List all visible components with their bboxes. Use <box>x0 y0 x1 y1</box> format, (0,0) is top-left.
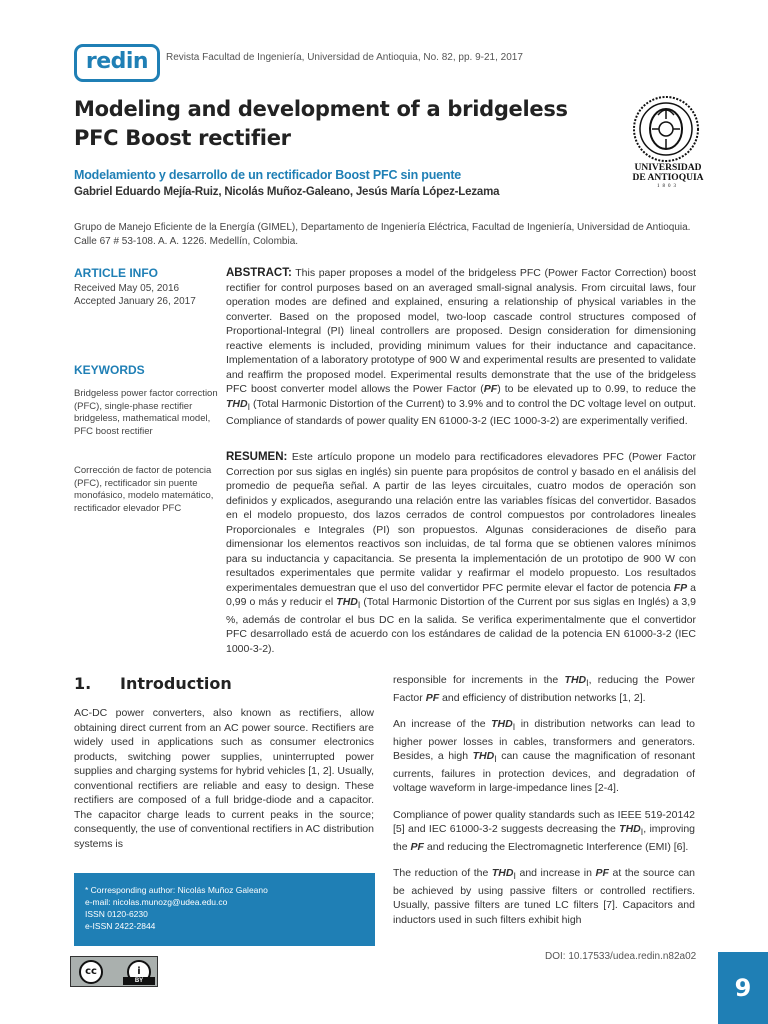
page-number: 9 <box>718 952 768 1024</box>
section-heading: 1. Introduction <box>74 674 232 693</box>
accepted-date: Accepted January 26, 2017 <box>74 295 196 307</box>
abstract: ABSTRACT: This paper proposes a model of the bridgeless PFC (Power Factor Correction) boost rectifier for control purposes based on an averaged small-signal analysis. From circuital laws, four operation modes are defined and explained, ensuring a relationship of physical variables in the converter. Based on the proposed model, two-loop cascade control structures composed of Proportional-Integral (PI) lineal controllers are proposed. Design consideration for dimensioning reactive elements is included, providing minimum values for their inductance and capacitance. Implementation of a laboratory prototype of 900 W and experimental results are presented to validate and reaffirm the proposed model. Experimental results demonstrate that the use of the bridgeless PFC boost converter model allows the Power Factor (PF) to be elevated up to 0.99, to reduce the $THD_I$ (Total Harmonic Distortion of the Current) to 3.9% and to control the DC voltage level on output. Compliance of standards of power quality EN 61000-3-2 (IEC 1000-3-2) are experimentally verified. <box>226 267 696 428</box>
attribution-icon: i <box>127 960 151 984</box>
intro-column-2 <box>393 673 695 939</box>
keywords-spanish: Corrección de factor de potencia (PFC), rectificador sin puente monofásico, modelo matemático, rectificador elevador PFC <box>74 465 214 514</box>
keywords-heading: KEYWORDS <box>74 363 145 377</box>
authors: Gabriel Eduardo Mejía-Ruiz, Nicolás Muñoz-Galeano, Jesús María López-Lezama <box>74 186 500 198</box>
university-name: UNIVERSIDAD DE ANTIOQUIA <box>632 163 704 183</box>
university-seal-icon <box>632 95 700 163</box>
eissn: e-ISSN 2422-2844 <box>85 921 156 931</box>
resumen: RESUMEN: Este artículo propone un modelo para rectificadores elevadores PFC (Power Factor Correction por sus siglas en inglés) sin puente para propósitos de control y basado en el análisis del promedio de pequeña señal. A partir de las leyes circuitales, cuatro modos de operación son definidos y explicados, asegurando una relación entre las variables físicas del convertidor. Basados en el modelo propuesto, dos lazos cerrados de control compuestos por controladores lineales Proporcionales e Integrales (PI) son propuestos. Algunas consideraciones de diseño para dimensionar los elementos reactivos son incluidas, de tal forma que se obtienen valores mínimos para su inductancia y capacitancia. Se presenta la implementación de un prototipo de 900 W con resultados experimentales que permite validar y reafirmar el modelo propuesto. Los resultados experimentales demuestran que el uso del convertidor PFC permite elevar el factor de potencia FP a 0,99 o más y reducir el $THD_I$ (Total Harmonic Distortion of the Current por sus siglas en Inglés) a 3,9 %, además de controlar el bus DC en la salida. Se verifica experimentalmente que el convertidor PFC desarrollado está de acuerdo con los estándares de calidad de la potencia EN 61000-3-2 (IEC 1000-3-2). <box>226 451 697 655</box>
paper-title: Modeling and development of a bridgeless PFC Boost rectifier <box>74 97 568 150</box>
author-email[interactable]: e-mail: nicolas.munozg@udea.edu.co <box>85 897 228 907</box>
corresponding-author-box <box>74 873 375 946</box>
affiliation: Grupo de Manejo Eficiente de la Energía (GIMEL), Departamento de Ingeniería Eléctrica, Facultad de Ingeniería, Universidad de Antioquia. Calle 67 # 53-108. A. A. 1226. Medellín, Colombia. <box>74 222 691 247</box>
intro-column-1: AC-DC power converters, also known as rectifiers, allow obtaining direct current from an AC power source. Rectifiers are widely used in applications such as consumer electronics products, switching power supplies, uninterrupted power supplies and charging systems for hybrid vehicles [1, 2]. Usually, conventional rectifiers are reliable and easy to design. These rectifiers are composed of a full bridge-diode and a capacitor. The capacitor charge leads to current peaks in the source; consequently, the use of conventional rectifiers in AC distribution systems is <box>74 707 374 850</box>
journal-citation: Revista Facultad de Ingeniería, Universidad de Antioquia, No. 82, pp. 9-21, 2017 <box>166 52 523 63</box>
creative-commons-icon: cc <box>79 960 103 984</box>
article-dates <box>74 283 224 308</box>
cc-license-badge[interactable] <box>70 956 158 987</box>
redin-logo: redin <box>74 44 160 82</box>
paragraph: An increase of the $THD_I$ in distribution networks can lead to higher power losses in cables, transformers and generators. Besides, a high $THD_I$ can cause the magnification of resonant currents, failures in protection devices, and degradation of voltage waveform in large-impedance lines [2-4]. <box>393 718 695 795</box>
corresponding-author: * Corresponding author: Nicolás Muñoz Galeano <box>85 885 268 895</box>
by-label: BY <box>123 977 155 985</box>
paragraph: The reduction of the $THD_I$ and increase in PF at the source can be achieved by using passive filters or controlled rectifiers. Usually, passive filters are tuned LC filters [7]. Capacitors and inductors used in such filters exhibit high <box>393 867 696 926</box>
issn: ISSN 0120-6230 <box>85 909 148 919</box>
paragraph: responsible for increments in the $THD_I$, reducing the Power Factor PF and efficiency of distribution networks [1, 2]. <box>393 674 695 704</box>
received-date: Received May 05, 2016 <box>74 283 180 294</box>
spanish-title: Modelamiento y desarrollo de un rectificador Boost PFC sin puente <box>74 168 462 182</box>
paragraph: Compliance of power quality standards such as IEEE 519-20142 [5] and IEC 61000-3-2 suggests decreasing the $THD_I$, improving the PF and reducing the Electromagnetic Interference (EMI) [6]. <box>393 808 695 853</box>
article-info-heading: ARTICLE INFO <box>74 266 158 280</box>
university-year: 1803 <box>657 184 679 189</box>
doi-link[interactable]: DOI: 10.17533/udea.redin.n82a02 <box>545 951 697 962</box>
keywords-english: Bridgeless power factor correction (PFC), single-phase rectifier bridgeless, mathematical model, PFC boost rectifier <box>74 388 218 437</box>
